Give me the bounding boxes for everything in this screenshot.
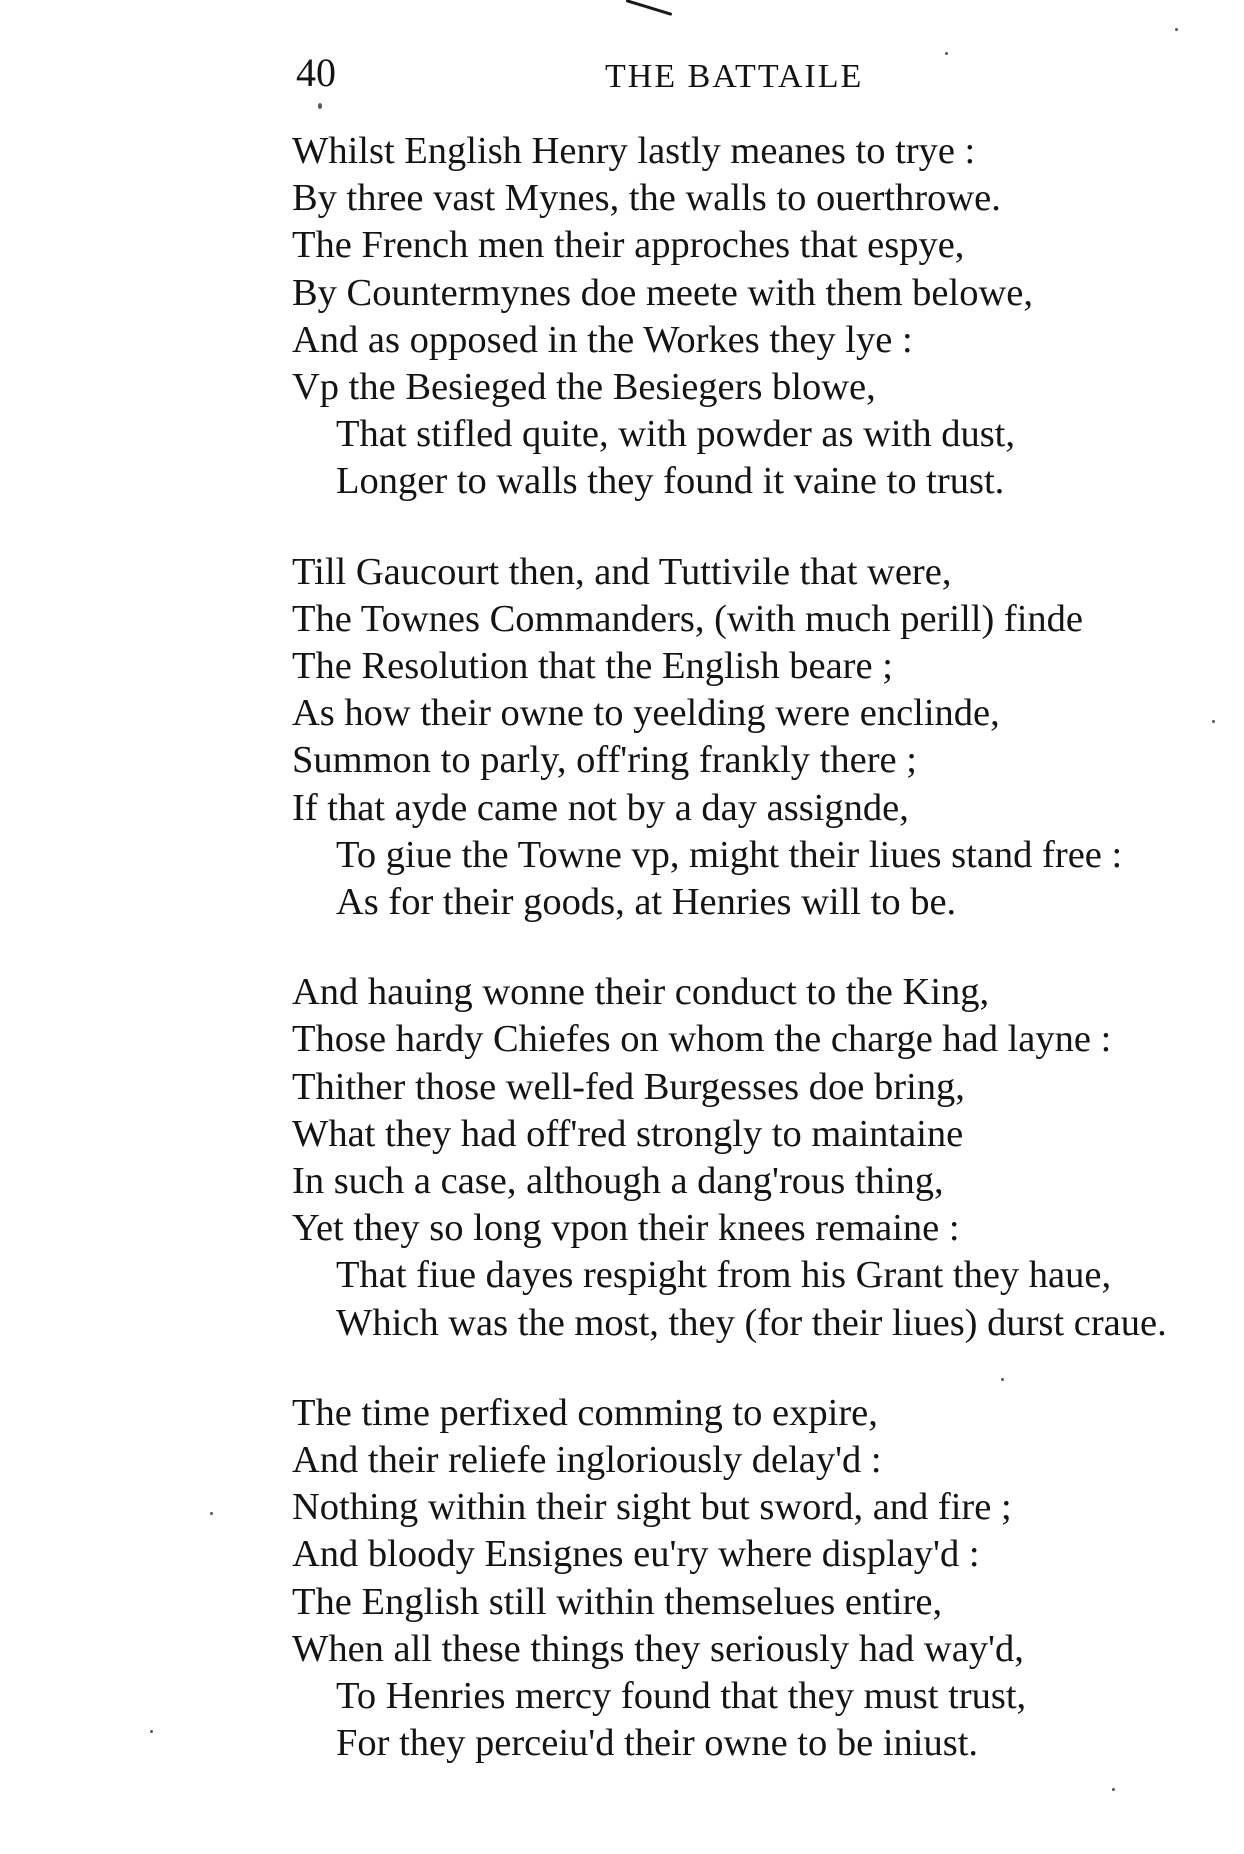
verse-line: The Resolution that the English beare ; bbox=[292, 645, 893, 688]
scan-speck bbox=[945, 52, 948, 55]
stanza-1 bbox=[292, 128, 1232, 506]
verse-line: In such a case, although a dang'rous thing, bbox=[292, 1160, 944, 1203]
scan-speck bbox=[1175, 28, 1178, 31]
page-number: 40 bbox=[296, 50, 336, 95]
verse-line-couplet: To Henries mercy found that they must trust, bbox=[336, 1675, 1027, 1718]
running-title: THE BATTAILE bbox=[605, 58, 864, 95]
verse-line: As how their owne to yeelding were enclinde, bbox=[292, 692, 1000, 735]
verse-line-couplet: Which was the most, they (for their liues) durst craue. bbox=[336, 1301, 1167, 1344]
verse-line-couplet: As for their goods, at Henries will to be. bbox=[336, 881, 957, 924]
verse-line: Yet they so long vpon their knees remaine : bbox=[292, 1207, 960, 1250]
verse-line: What they had off'red strongly to maintaine bbox=[292, 1112, 964, 1155]
scan-speck bbox=[210, 1512, 213, 1515]
verse-line: Till Gaucourt then, and Tuttivile that were, bbox=[292, 550, 952, 593]
ink-mark bbox=[626, 0, 673, 16]
scan-speck bbox=[1001, 1378, 1004, 1381]
poem-body bbox=[292, 128, 1232, 1811]
verse-line: Summon to parly, off'ring frankly there ; bbox=[292, 739, 917, 782]
verse-line-couplet: That stifled quite, with powder as with dust, bbox=[336, 413, 1015, 456]
verse-line: Vp the Besieged the Besiegers blowe, bbox=[292, 366, 876, 409]
verse-line-couplet: For they perceiu'd their owne to be iniust. bbox=[336, 1722, 979, 1765]
verse-line: The English still within themselues entire, bbox=[292, 1580, 943, 1623]
verse-line: Those hardy Chiefes on whom the charge had layne : bbox=[292, 1018, 1112, 1061]
verse-line: And their reliefe ingloriously delay'd : bbox=[292, 1439, 882, 1482]
scan-speck bbox=[150, 1730, 153, 1733]
stanza-2 bbox=[292, 549, 1232, 927]
verse-line: Thither those well-fed Burgesses doe bring, bbox=[292, 1065, 965, 1108]
verse-line: By Countermynes doe meete with them belowe, bbox=[292, 271, 1033, 314]
verse-line: Whilst English Henry lastly meanes to trye : bbox=[292, 130, 976, 172]
verse-line-couplet: To giue the Towne vp, might their liues stand free : bbox=[336, 833, 1123, 876]
verse-line: When all these things they seriously had way'd, bbox=[292, 1627, 1024, 1670]
verse-line-couplet: That fiue dayes respight from his Grant they haue, bbox=[336, 1254, 1112, 1297]
verse-line: Nothing within their sight but sword, and fire ; bbox=[292, 1486, 1012, 1529]
verse-line: And as opposed in the Workes they lye : bbox=[292, 318, 913, 361]
verse-line: By three vast Mynes, the walls to ouerthrowe. bbox=[292, 177, 1001, 220]
scan-speck bbox=[1112, 1788, 1115, 1791]
stanza-4 bbox=[292, 1390, 1232, 1768]
verse-line: And hauing wonne their conduct to the King, bbox=[292, 971, 990, 1014]
verse-line: The French men their approches that espye, bbox=[292, 224, 965, 267]
verse-line-couplet: Longer to walls they found it vaine to trust. bbox=[336, 460, 1005, 503]
verse-line: If that ayde came not by a day assignde, bbox=[292, 786, 909, 829]
scan-speck bbox=[1212, 720, 1215, 723]
scan-speck bbox=[318, 103, 322, 109]
verse-line: And bloody Ensignes eu'ry where display'd : bbox=[292, 1533, 980, 1576]
verse-line: The time perfixed comming to expire, bbox=[292, 1391, 878, 1434]
stanza-3 bbox=[292, 969, 1232, 1347]
verse-line: The Townes Commanders, (with much perill) finde bbox=[292, 597, 1084, 640]
